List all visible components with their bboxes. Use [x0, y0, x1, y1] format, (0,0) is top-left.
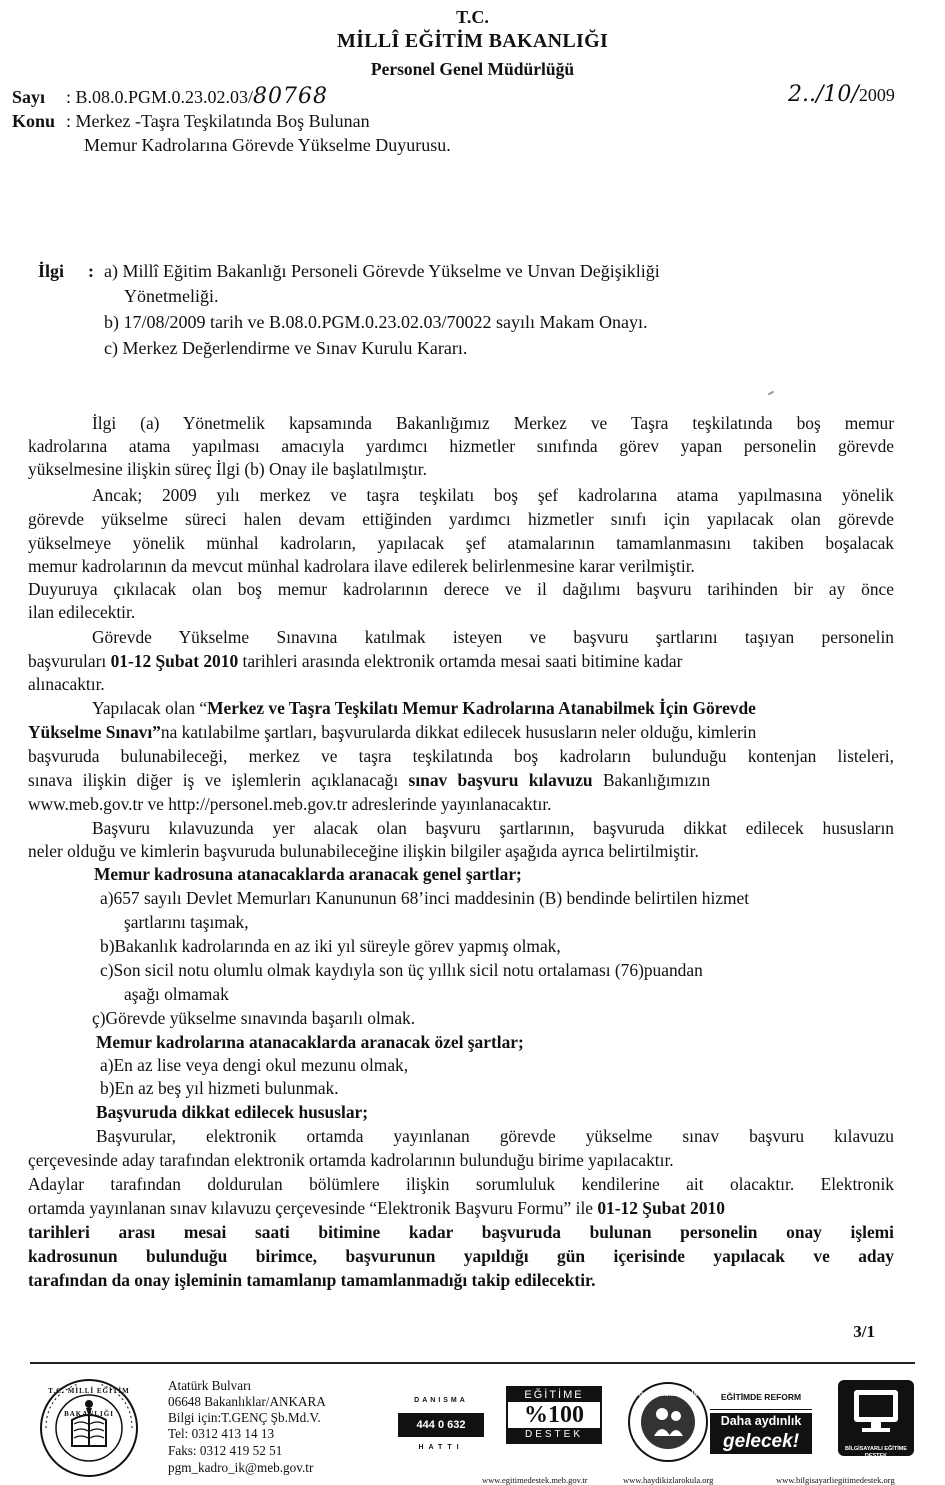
helpline-logo — [398, 1390, 484, 1451]
p3-line1: Görevde Yükselme Sınavına katılmak isteyen ve başvuru şartlarını taşıyan personelin — [92, 627, 894, 647]
special-b: b)En az beş yıl hizmeti bulunmak. — [100, 1078, 339, 1098]
ilgi-b: b) 17/08/2009 tarih ve B.08.0.PGM.0.23.02.03/70022 sayılı Makam Onayı. — [104, 312, 648, 332]
sayi-label: Sayı — [12, 87, 46, 107]
p5-line1: Başvuru kılavuzunda yer alacak olan başvuru şartlarının, başvuruda dikkat edilecek hususların — [92, 818, 894, 838]
p1-line1: İlgi (a) Yönetmelik kapsamında Bakanlığımız Merkez ve Taşra teşkilatında boş memur — [92, 413, 894, 433]
general-a-line2: şartlarını taşımak, — [124, 912, 249, 932]
p2-line2: görevde yükselme süreci halen devam ettiğinden yardımcı hizmetler sınıfı için yapılacak olan görevde — [28, 509, 894, 529]
heading-general-conditions: Memur kadrosuna atanacaklarda aranacak genel şartlar; — [94, 864, 522, 884]
p7-line2 — [28, 1197, 725, 1220]
p1-line3: yükselmesine ilişkin süreç İlgi (b) Onay ile başlatılmıştır. — [28, 459, 427, 479]
ilgi-a-line2: Yönetmeliği. — [124, 286, 219, 306]
ilgi-label: İlgi — [38, 261, 65, 281]
heading-application-notes: Başvuruda dikkat edilecek hususlar; — [96, 1102, 369, 1122]
computer-education-text: BİLGİSAYARLI EĞİTİME DESTEK — [845, 1445, 907, 1459]
p4-guide-bold: sınav başvuru kılavuzu — [408, 770, 593, 790]
general-a-line1: a)657 sayılı Devlet Memurları Kanununun 68’inci maddesinin (B) bendinde belirtilen hizmet — [100, 888, 750, 908]
address-line1: Atatürk Bulvarı — [168, 1378, 252, 1393]
p4-line1 — [92, 697, 756, 720]
fax: Faks: 0312 419 52 51 — [168, 1443, 283, 1458]
p4-line2 — [28, 721, 756, 744]
scan-mark — [768, 391, 774, 396]
p3-line2 — [28, 650, 894, 673]
helpline-bottom: HATTI — [418, 1444, 464, 1451]
p2-line4: memur kadrolarının da mevcut münhal kadrolara ilave edilerek belirlenmesine karar verilmiştir. — [28, 556, 695, 576]
konu-label: Konu — [12, 111, 56, 131]
p7-line3: tarihleri arası mesai saati bitimine kadar başvuruda bulunan personelin onay işlemi — [28, 1222, 894, 1242]
p4-line5: www.meb.gov.tr ve http://personel.meb.gov.tr adreslerinde yayınlanacaktır. — [28, 794, 552, 814]
page-number: 3/1 — [853, 1322, 875, 1341]
p7-line1: Adaylar tarafından doldurulan bölümlere ilişkin sorumluluk kendilerine ait olacaktır. Elektronik — [28, 1174, 894, 1194]
url-bilgisayarli-egitim[interactable]: www.bilgisayarliegitimedestek.org — [776, 1475, 895, 1485]
p6-line1: Başvurular, elektronik ortamda yayınlanan görevde yükselme sınav başvuru kılavuzu — [96, 1126, 894, 1146]
p3-text-a: başvuruları — [28, 651, 111, 671]
general-c-line1: c)Son sicil notu olumlu olmak kaydıyla son üç yıllık sicil notu ortalaması (76)puandan — [100, 960, 703, 980]
helpline-top: DANISMA — [414, 1397, 468, 1404]
date-handwritten: 2../10/ — [788, 82, 859, 107]
reform-bottom: gelecek! — [722, 1430, 800, 1452]
p3-line3: alınacaktır. — [28, 674, 105, 694]
header-tc: T.C. — [456, 7, 489, 27]
address-line2: 06648 Bakanlıklar/ANKARA — [168, 1394, 326, 1409]
email: pgm_kadro_ik@meb.gov.tr — [168, 1460, 314, 1475]
p7-line4: kadrosunun bulunduğu birimce, başvurunun yapıldığı gün içerisinde yapılacak ve aday — [28, 1246, 894, 1266]
url-haydi-kizlar[interactable]: www.haydikizlarokula.org — [623, 1475, 714, 1485]
reform-top: EĞİTİMDE REFORM — [710, 1386, 812, 1410]
p4-text-c: sınava ilişkin diğer iş ve işlemlerin açıklanacağı — [28, 770, 409, 790]
p4-line3: başvuruda bulunabileceği, merkez ve taşra teşkilatında boş kadroların bulunduğu kontenjan listeleri, — [28, 746, 894, 766]
helpline-number: 444 0 632 — [398, 1413, 484, 1438]
reform-mid: Daha aydınlık — [720, 1413, 802, 1428]
p3-date-bold: 01-12 Şubat 2010 — [110, 651, 239, 671]
p4-exam-title-bold: Merkez ve Taşra Teşkilatı Memur Kadrolarına Atanabilmek İçin Görevde — [207, 698, 756, 718]
p4-line4 — [28, 769, 710, 792]
url-egitime-destek[interactable]: www.egitimedestek.meb.gov.tr — [482, 1475, 588, 1485]
seal-text: T.C. MİLLÎ EĞİTİM BAKANLIĞI — [48, 1387, 130, 1418]
p2-line5: Duyuruya çıkılacak olan boş memur kadrolarının derece ve il dağılımı başvuru tarihinden bir ay önce — [28, 579, 894, 599]
p4-exam-title-bold-2: Yükselme Sınavı” — [28, 722, 161, 742]
edu-support-percent: %100 — [524, 1402, 584, 1428]
general-c-line2: aşağı olmamak — [124, 984, 229, 1004]
phone: Tel: 0312 413 14 13 — [168, 1426, 275, 1441]
p5-line2: neler olduğu ve kimlerin başvuruda bulunabileceğine ilişkin bilgiler aşağıda ayrıca belirtilmiştir. — [28, 841, 699, 861]
p7-line5: tarafından da onay işleminin tamamlanıp tamamlanmadığı takip edilecektir. — [28, 1270, 596, 1290]
konu-line2: Memur Kadrolarına Görevde Yükselme Duyurusu. — [84, 135, 451, 155]
p7-date-bold: 01-12 Şubat 2010 — [597, 1198, 725, 1218]
ilgi-c: c) Merkez Değerlendirme ve Sınav Kurulu Kararı. — [104, 338, 468, 358]
computer-monitor-icon — [838, 1380, 914, 1440]
sayi-number: : B.08.0.PGM.0.23.02.03/ — [66, 87, 254, 107]
header-ministry: MİLLÎ EĞİTİM BAKANLIĞI — [336, 30, 609, 52]
p2-line1: Ancak; 2009 yılı merkez ve taşra teşkilatı boş şef kadrolarına atama yapılmasına yönelik — [92, 485, 894, 505]
p7-text-a: ortamda yayınlanan sınav kılavuzu çerçevesinde “Elektronik Başvuru Formu” ile — [28, 1198, 598, 1218]
sayi-handwritten: 80768 — [253, 84, 329, 109]
p1-line2: kadrolarına atama yapılması amacıyla yardımcı hizmetler sınıfında görev yapan personelin görevde — [28, 436, 894, 456]
p4-text-d: Bakanlığımızın — [592, 770, 711, 790]
girls-school-text: haydi kızlar okula — [638, 1391, 698, 1398]
footer-divider — [30, 1362, 915, 1364]
p6-line2: çerçevesinde aday tarafından elektronik ortamda kadrolarının bulunduğu birime yapılacaktır. — [28, 1150, 674, 1170]
header-directorate: Personel Genel Müdürlüğü — [370, 59, 575, 79]
konu-line1: : Merkez -Taşra Teşkilatında Boş Bulunan — [66, 111, 370, 131]
p4-text-b: na katılabilme şartları, başvurularda dikkat edilecek hususların neler olduğu, kimlerin — [160, 722, 757, 742]
ilgi-a-line1: a) Millî Eğitim Bakanlığı Personeli Görevde Yükselme ve Unvan Değişikliği — [104, 261, 660, 281]
education-reform-logo — [710, 1386, 812, 1454]
p2-line6: ilan edilecektir. — [28, 602, 136, 622]
education-support-logo — [506, 1386, 602, 1444]
edu-support-bottom: DESTEK — [508, 1428, 600, 1442]
ilgi-colon: : — [88, 261, 94, 281]
document-date — [788, 84, 895, 107]
p2-line3: yükselmeye yönelik münhal kadroların, yapılacak şef atamalarının tamamlanmasını takiben boşalacak — [28, 533, 894, 553]
p4-text-a: Yapılacak olan “ — [92, 698, 208, 718]
general-b: b)Bakanlık kadrolarında en az iki yıl süreyle görev yapmış olmak, — [100, 936, 561, 956]
contact-person: Bilgi için:T.GENÇ Şb.Md.V. — [168, 1410, 321, 1425]
date-year: 2009 — [858, 85, 895, 105]
edu-support-top: EĞİTİME — [508, 1388, 600, 1402]
special-a: a)En az lise veya dengi okul mezunu olmak, — [100, 1055, 409, 1075]
computer-education-logo — [838, 1380, 914, 1459]
p3-text-c: tarihleri arasında elektronik ortamda mesai saati bitimine kadar — [238, 651, 683, 671]
heading-special-conditions: Memur kadrolarına atanacaklarda aranacak özel şartlar; — [96, 1032, 524, 1052]
general-d: ç)Görevde yükselme sınavında başarılı olmak. — [92, 1008, 416, 1028]
sayi-value — [66, 86, 328, 109]
